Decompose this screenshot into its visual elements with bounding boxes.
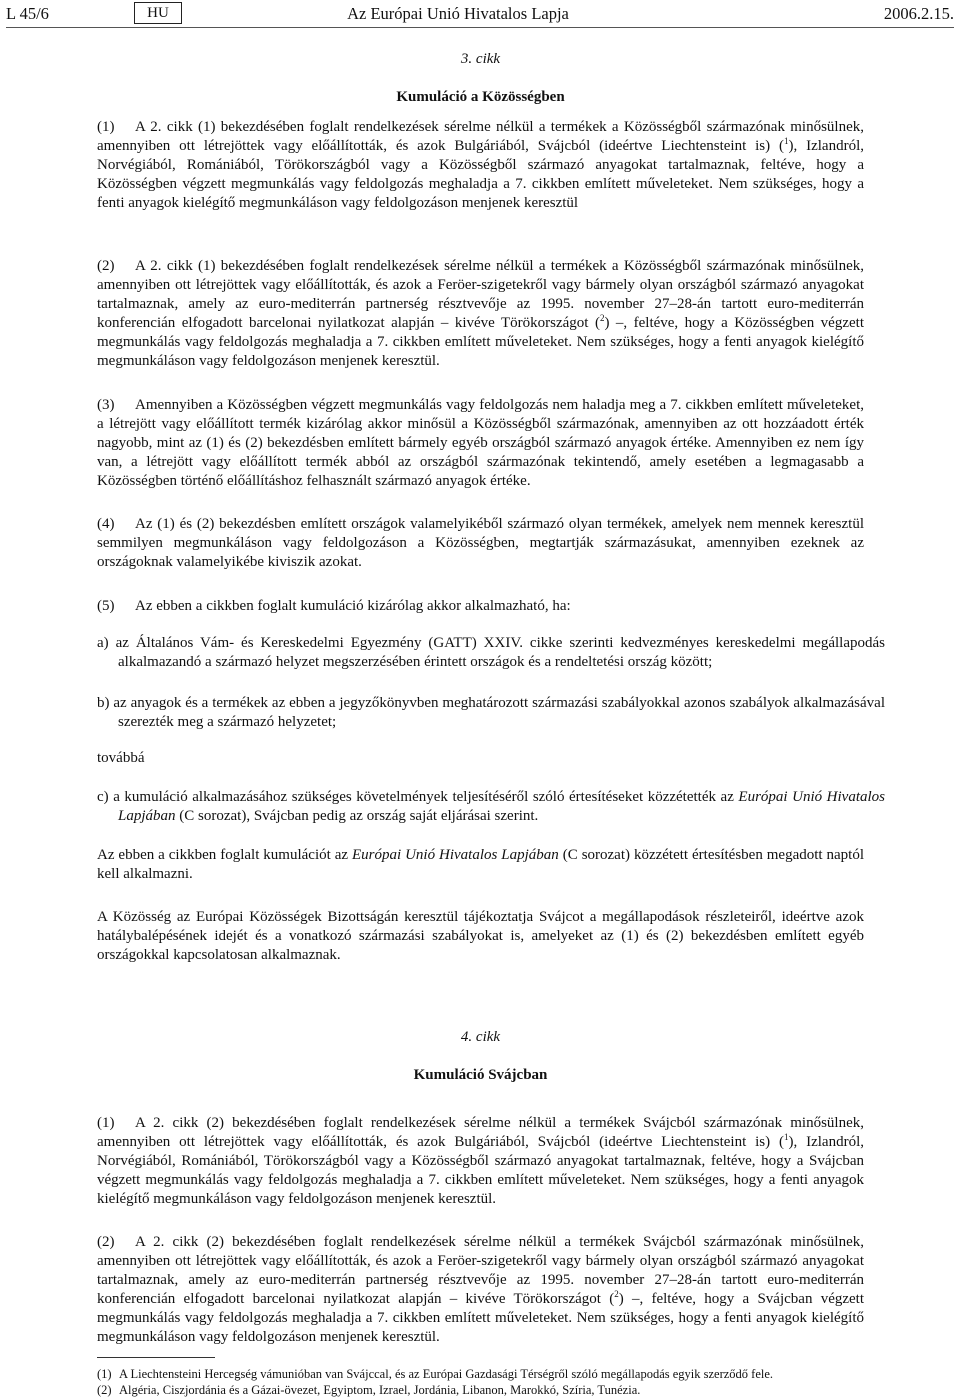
article-3-title: Kumuláció a Közösségben: [396, 89, 565, 105]
page-reference: L 45/6: [6, 4, 49, 23]
publication-date: 2006.2.15.: [883, 4, 954, 23]
page-header: [0, 0, 960, 26]
paragraph-label: (3): [97, 397, 115, 413]
footnote-label: (2): [97, 1383, 112, 1397]
information-paragraph: A Közösség az Európai Közösségek Bizottságán keresztül tájékoztatja Svájcot a megállapodások részleteiről, ideértve azok hatálybalépésének idejét és a vonatkozó származási szabályokat is, amelyeket az (1) és (2) bekezdésben említett egyéb országokkal kapcsolatosan alkalmaznak.: [97, 909, 864, 963]
article-3-number: 3. cikk: [460, 51, 501, 67]
journal-title: Az Európai Unió Hivatalos Lapja: [347, 4, 569, 23]
condition-item-c: c) a kumuláció alkalmazásához szükséges követelmények teljesítéséről szóló értesítéseket közzétették az Európai Unió Hivatalos Lapjában (C sorozat), Svájcban pedig az ország saját eljárásai szerint.: [97, 789, 885, 824]
paragraph-label: (2): [97, 258, 115, 274]
footnote-label: (1): [97, 1367, 112, 1381]
article-4-paragraph-2: (2) A 2. cikk (2) bekezdésében foglalt rendelkezések sérelme nélkül a termékek Svájcból származónak minősülnek, amennyiben ott létrejöttek vagy előállították, és azok a Feröer-szigetekről vagy bármely olyan országból származó anyagokat tartalmaznak, amely az euro-mediterrán partnerség résztvevője az 1995. november 27–28-án tartott euro-mediterrán konferencián elfogadott barcelonai nyilatkozat alapján – kivéve Törökországot ($^2$) –, feltéve, hogy a Svájcban végzett megmunkálás vagy feldolgozás meghaladja a 7. cikkben említett műveleteket. Nem szükséges, hogy a fenti anyagok kielégítő megmunkáláson vagy feldolgozáson menjenek keresztül.: [97, 1234, 865, 1345]
footnote-2: (2) Algéria, Ciszjordánia és a Gázai-övezet, Egyiptom, Izrael, Jordánia, Libanon, Marokkó, Szíria, Tunézia.: [97, 1383, 641, 1397]
article-4-paragraph-1: (1) A 2. cikk (2) bekezdésében foglalt rendelkezések sérelme nélkül a termékek Svájcból származónak minősülnek, amennyiben ott létrejöttek vagy előállították, és azok Bulgáriából, Svájcból (ideértve Liechtensteint is) ($^1$), Izlandról, Norvégiából, Romániából, Törökországból vagy a Közösségből származó anyagokat tartalmaznak, feltéve, hogy a Svájcban végzett megmunkálás vagy feldolgozás meghaladja a 7. cikkben említett műveleteket. Nem szükséges, hogy a fenti anyagok kielégítő megmunkáláson vagy feldolgozáson menjenek keresztül.: [97, 1115, 864, 1207]
language-badge: HU: [134, 2, 182, 24]
article-4-number: 4. cikk: [460, 1029, 501, 1045]
paragraph-label: (5): [97, 598, 115, 614]
paragraph-label: (2): [97, 1234, 115, 1250]
paragraph-label: (1): [97, 1115, 115, 1131]
paragraph-label: (1): [97, 119, 115, 135]
footnote-ref-2[interactable]: 2: [599, 313, 605, 323]
condition-item-a: a) az Általános Vám- és Kereskedelmi Egyezmény (GATT) XXIV. cikke szerinti kedvezményes kereskedelmi megállapodás alkalmazandó a származó helyzet megszerzésében érintett országok és a rendeltetési ország között;: [97, 635, 885, 670]
article-3-paragraph-5: (5) Az ebben a cikkben foglalt kumuláció kizárólag akkor alkalmazható, ha:: [97, 598, 571, 614]
application-date-paragraph: Az ebben a cikkben foglalt kumulációt az Európai Unió Hivatalos Lapjában (C sorozat) közzétett értesítésben megadott naptól kell alkalmazni.: [97, 847, 865, 882]
footnote-1: (1) A Liechtensteini Hercegség vámunióban van Svájccal, és az Európai Gazdasági Térségről szóló megállapodás egyik szerződő fele.: [97, 1367, 774, 1381]
article-3-paragraph-2: (2) A 2. cikk (1) bekezdésében foglalt rendelkezések sérelme nélkül a termékek a Közösségből származónak minősülnek, amennyiben ott létrejöttek vagy előállították, és azok a Feröer-szigetekről vagy bármely olyan országból származó anyagokat tartalmaznak, amely az euro-mediterrán partnerség résztvevője az 1995. november 27–28-án tartott euro-mediterrán konferencián elfogadott barcelonai nyilatkozat alapján – kivéve Törökországot ($^2$) –, feltéve, hogy a Közösségben végzett megmunkálás vagy feldolgozás meghaladja a 7. cikkben említett műveleteket. Nem szükséges, hogy a fenti anyagok kielégítő megmunkáláson vagy feldolgozáson menjenek keresztül.: [97, 258, 864, 369]
article-3-paragraph-4: (4) Az (1) és (2) bekezdésben említett országok valamelyikéből származó olyan termékek, amelyek nem mennek keresztül semmilyen megmunkáláson vagy feldolgozáson a Közösségben, megtartják származásukat, amennyiben ezeknek az országoknak valamelyikébe kiviszik azokat.: [97, 516, 864, 570]
footnote-ref-2[interactable]: 2: [614, 1289, 619, 1299]
article-3-paragraph-1: (1) A 2. cikk (1) bekezdésében foglalt rendelkezések sérelme nélkül a termékek a Közösségből származónak minősülnek, amennyiben ott létrejöttek vagy előállították, és azok Bulgáriából, Svájcból (ideértve Liechtensteint is) ($^1$), Izlandról, Norvégiából, Romániából, Törökországból vagy a Közösségből származó anyagokat tartalmaznak, feltéve, hogy a Közösségben végzett megmunkálás vagy feldolgozás meghaladja a 7. cikkben említett műveleteket. Nem szükséges, hogy a fenti anyagok kielégítő megmunkáláson vagy feldolgozáson menjenek keresztül: [97, 119, 864, 211]
article-3-paragraph-3: (3) Amennyiben a Közösségben végzett megmunkálás vagy feldolgozás nem haladja meg a 7. cikkben említett műveleteket, a létrejött vagy előállított termék kizárólag akkor minősül a Közösségből származónak, amennyiben az ott hozzáadott érték nagyobb, mint az (1) és (2) bekezdésben említett bármely egyéb országból származó anyagok értéke. Amennyiben ez nem így van, a létrejött vagy előállított termék abból az országból származónak tekintendő, amely esetében a legmagasabb a Közösségben történő előállításhoz felhasznált származó anyagok értéke.: [97, 397, 864, 489]
condition-item-b: b) az anyagok és a termékek az ebben a jegyzőkönyvben meghatározott származási szabályokkal azonos szabályok alkalmazásával szerezték meg a származó helyzetet;: [97, 695, 885, 730]
footnote-ref-1[interactable]: 1: [784, 136, 789, 146]
paragraph-label: (4): [97, 516, 115, 532]
footnote-divider: [97, 1357, 215, 1358]
conjunction-text: továbbá: [97, 750, 145, 766]
article-4-title: Kumuláció Svájcban: [413, 1067, 548, 1083]
header-divider: [6, 27, 954, 28]
footnote-ref-1[interactable]: 1: [784, 1132, 789, 1142]
